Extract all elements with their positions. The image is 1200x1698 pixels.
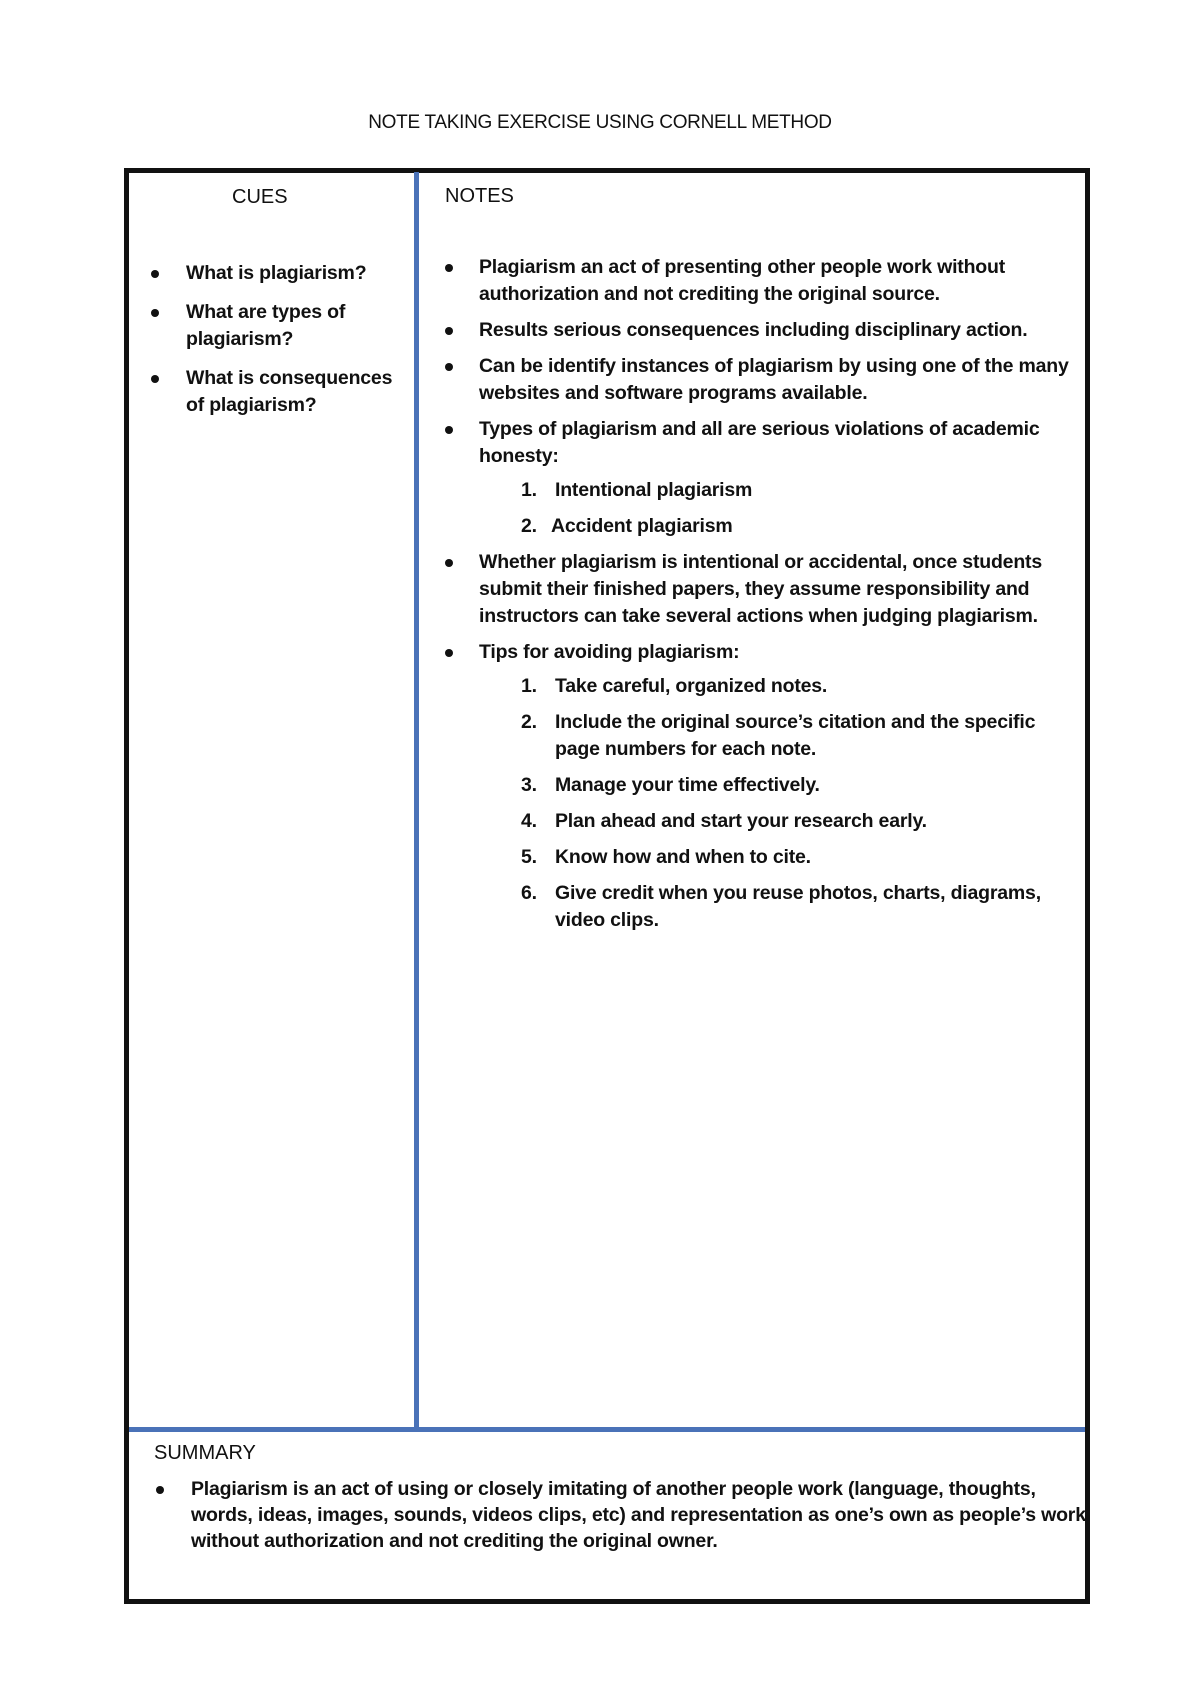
tip-number: 4. [521,810,537,832]
tip-text: Know how and when to cite. [555,846,811,868]
tip-text: Manage your time effectively. [555,774,820,796]
note-item-text: Tips for avoiding plagiarism: [479,641,740,663]
cue-item: What is plagiarism? [150,260,400,287]
type-item [444,513,1084,540]
note-item: Results serious consequences including disciplinary action. [444,317,1084,344]
tip-item [444,673,1084,700]
note-item: Plagiarism an act of presenting other people work without authorization and not crediting the original source. [444,254,1084,308]
tip-item [444,880,1084,934]
tip-text: Give credit when you reuse photos, charts, diagrams, video clips. [555,882,1041,931]
plagiarism-types-list [444,477,1084,540]
type-number: 2. [521,515,537,537]
note-item-tips [444,639,1084,934]
tip-number: 2. [521,711,537,733]
notes-heading: NOTES [445,185,514,207]
summary-item: Plagiarism is an act of using or closely imitating of another people work (language, thoughts, words, ideas, images, sounds, videos clips, etc) and representation as one’s own as people’s work without authorization and not crediting the original owner. [155,1476,1090,1554]
tip-number: 3. [521,774,537,796]
note-item-types [444,416,1084,540]
tips-list [444,673,1084,934]
tip-text: Take careful, organized notes. [555,675,828,697]
cues-list [150,260,400,431]
type-item [444,477,1084,504]
tip-item [444,808,1084,835]
tip-item [444,844,1084,871]
type-text: Accident plagiarism [551,515,733,537]
tip-text: Plan ahead and start your research early. [555,810,927,832]
summary-divider [129,1427,1085,1432]
tip-number: 5. [521,846,537,868]
notes-list [444,254,1084,943]
cue-item: What are types of plagiarism? [150,299,400,353]
note-item: Whether plagiarism is intentional or accidental, once students submit their finished papers, they assume responsibility and instructors can take several actions when judging plagiarism. [444,549,1084,630]
summary-heading: SUMMARY [154,1442,256,1464]
tip-item [444,772,1084,799]
note-item-text: Types of plagiarism and all are serious violations of academic honesty: [479,418,1040,467]
tip-number: 6. [521,882,537,904]
tip-text: Include the original source’s citation and the specific page numbers for each note. [555,711,1036,760]
summary-list [155,1476,1090,1554]
cues-heading: CUES [232,186,288,208]
type-text: Intentional plagiarism [555,479,753,501]
note-item: Can be identify instances of plagiarism by using one of the many websites and software programs available. [444,353,1084,407]
cue-item: What is consequences of plagiarism? [150,365,400,419]
tip-number: 1. [521,675,537,697]
type-number: 1. [521,479,537,501]
cues-notes-divider [414,172,419,1430]
page-title: NOTE TAKING EXERCISE USING CORNELL METHOD [368,112,832,133]
tip-item [444,709,1084,763]
